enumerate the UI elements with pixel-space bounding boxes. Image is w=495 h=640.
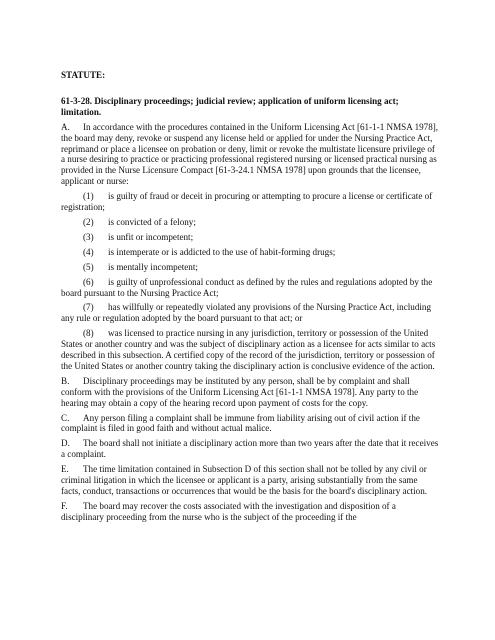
paragraph-d-text: The board shall not initiate a disciplinary action more than two years after the date that it receives a complaint. <box>61 438 439 460</box>
paragraph-c <box>61 413 439 435</box>
list-item-text: has willfully or repeatedly violated any provisions of the Nursing Practice Act, including any rule or regulation adopted by the board pursuant to that act; or <box>61 302 432 324</box>
paragraph-f <box>61 501 439 523</box>
document-page <box>61 70 439 527</box>
list-item-6 <box>61 277 439 299</box>
list-item-text: is guilty of unprofessional conduct as defined by the rules and regulations adopted by the board pursuant to the Nursing Practice Act; <box>61 276 433 298</box>
paragraph-c-text: Any person filing a complaint shall be immune from liability arising out of civil action if the complaint is filed in good faith and without actual malice. <box>61 412 420 434</box>
list-item-5 <box>61 262 439 273</box>
paragraph-b-letter: B. <box>61 375 70 386</box>
list-item-3 <box>61 232 439 243</box>
paragraph-e-letter: E. <box>61 464 69 475</box>
list-item-number: (3) <box>83 231 94 242</box>
list-item-text: is intemperate or is addicted to the use of habit-forming drugs; <box>108 246 336 257</box>
paragraph-a-letter: A. <box>61 121 70 132</box>
list-item-7 <box>61 302 439 324</box>
list-item-number: (6) <box>83 276 94 287</box>
list-item-1 <box>61 191 439 213</box>
list-item-text: is unfit or incompetent; <box>108 231 194 242</box>
list-item-2 <box>61 217 439 228</box>
list-item-text: is guilty of fraud or deceit in procuring or attempting to procure a license or certificate of registration; <box>61 191 433 213</box>
list-item-text: was licensed to practice nursing in any jurisdiction, territory or possession of the United States or another country and was the subject of disciplinary action as a licensee for acts similar to acts described in this subsection. A certified copy of the record of the jurisdiction, territory or possession of the United States or another country taking the disciplinary action is conclusive evidence of the action. <box>61 328 436 371</box>
list-item-number: (2) <box>83 216 94 227</box>
paragraph-e-text: The time limitation contained in Subsection D of this section shall not be tolled by any civil or criminal litigation in which the licensee or applicant is a party, arising substantially from the same facts, conduct, transactions or occurrences that would be the basis for the board's disciplinary action. <box>61 464 428 496</box>
paragraph-b <box>61 376 439 409</box>
list-item-text: is mentally incompetent; <box>108 261 198 272</box>
paragraph-d <box>61 438 439 460</box>
list-item-8 <box>61 328 439 372</box>
statute-heading: STATUTE: <box>61 70 106 80</box>
paragraph-f-text: The board may recover the costs associated with the investigation and disposition of a disciplinary proceeding from the nurse who is the subject of the proceeding if the <box>61 500 396 522</box>
paragraph-a <box>61 122 439 187</box>
list-item-number: (4) <box>83 246 94 257</box>
paragraph-f-letter: F. <box>61 500 68 511</box>
list-item-number: (7) <box>83 302 94 313</box>
list-item-4 <box>61 247 439 258</box>
list-item-number: (5) <box>83 261 94 272</box>
list-item-number: (1) <box>83 191 94 202</box>
list-item-number: (8) <box>83 328 94 339</box>
paragraph-c-letter: C. <box>61 412 70 423</box>
paragraph-e <box>61 464 439 497</box>
paragraph-b-text: Disciplinary proceedings may be instituted by any person, shall be by complaint and shall conform with the provisions of the Uniform Licensing Act [61-1-1 NMSA 1978]. Any party to the hearing may obtain a copy of the hearing record upon payment of costs for the copy. <box>61 375 419 408</box>
section-title: 61-3-28. Disciplinary proceedings; judicial review; application of uniform licensing act; limitation. <box>61 95 399 117</box>
paragraph-a-text: In accordance with the procedures contained in the Uniform Licensing Act [61-1-1 NMSA 1978], the board may deny, revoke or suspend any license held or applied for under the Nursing Practice Act, reprimand or place a licensee on probation or deny, limit or revoke the multistate licensure privilege of a nurse desiring to practice or practicing professional registered nursing or licensed practical nursing as provided in the Nurse Licensure Compact [61-3-24.1 NMSA 1978] upon grounds that the licensee, applicant or nurse: <box>61 121 439 187</box>
list-item-text: is convicted of a felony; <box>108 216 196 227</box>
paragraph-d-letter: D. <box>61 438 70 449</box>
